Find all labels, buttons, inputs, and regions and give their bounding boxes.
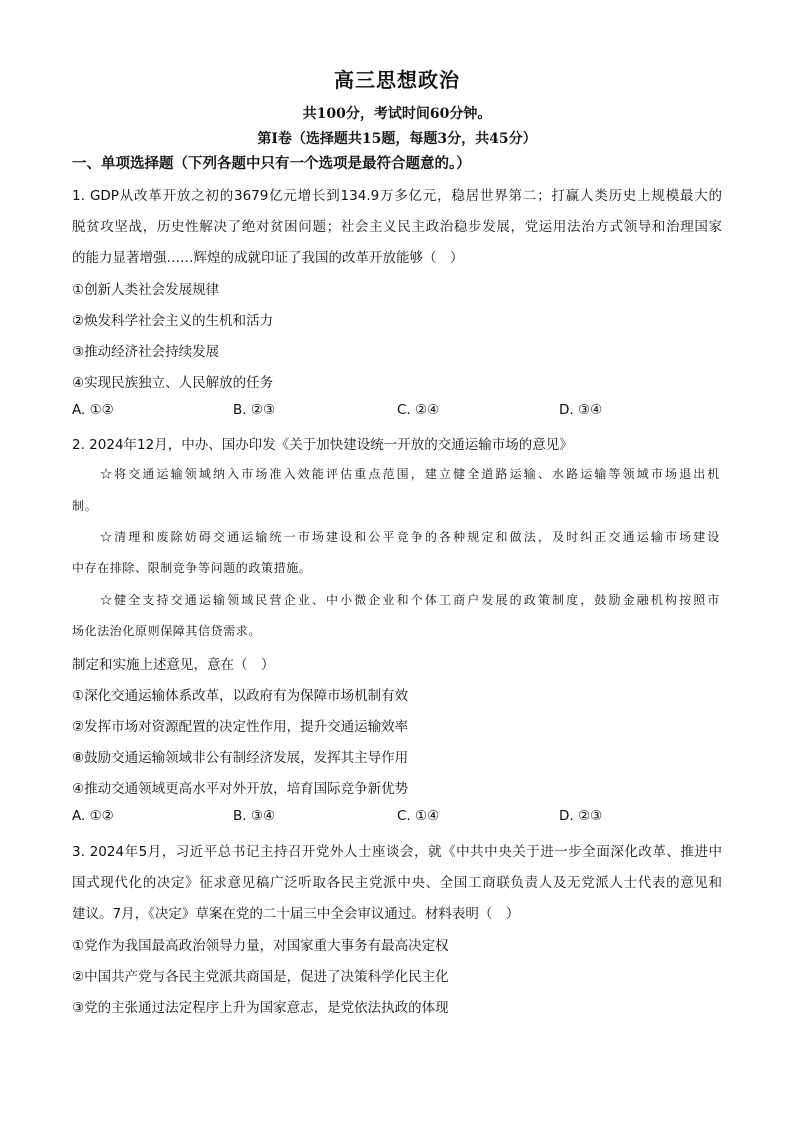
q1-stem-line: 脱贫攻坚战，历史性解决了绝对贫困问题；社会主义民主政治稳步发展，党运用法治方式领导和治理国家 (72, 219, 722, 235)
q1-options (72, 402, 722, 422)
volume-heading: 第Ⅰ卷（选择题共15题，每题3分，共45分） (257, 131, 537, 147)
q1-item: ②焕发科学社会主义的生机和活力 (72, 313, 274, 329)
q2-option-b[interactable]: B. ③④ (233, 808, 276, 824)
q3-item: ②中国共产党与各民主党派共商国是，促进了决策科学化民主化 (72, 969, 449, 985)
q1-item: ③推动经济社会持续发展 (72, 344, 220, 360)
q2-quote-line: 中存在排除、限制竞争等问题的政策措施。 (72, 561, 312, 575)
section-heading: 一、单项选择题（下列各题中只有一个选项是最符合题意的。） (72, 155, 471, 172)
exam-title: 高三思想政治 (334, 68, 460, 92)
score-time-line: 共100分，考试时间60分钟。 (302, 106, 492, 122)
q2-item: ①深化交通运输体系改革，以政府有为保障市场机制有效 (72, 688, 409, 704)
q2-options (72, 808, 722, 828)
q2-quote-line: ☆清理和废除妨碍交通运输统一市场建设和公平竞争的各种规定和做法，及时纠正交通运输市场建设 (100, 530, 720, 544)
q1-option-b[interactable]: B. ②③ (233, 402, 276, 418)
q2-item: ④推动交通领域更高水平对外开放，培育国际竞争新优势 (72, 781, 409, 797)
q3-stem-line: 建议。7月，《决定》草案在党的二十届三中全会审议通过。材料表明（ ） (72, 906, 520, 922)
q2-quote-line: ☆健全支持交通运输领域民营企业、中小微企业和个体工商户发展的政策制度，鼓励金融机构按照市 (100, 593, 720, 607)
q2-item: ②发挥市场对资源配置的决定性作用，提升交通运输效率 (72, 719, 409, 735)
q2-item: ⑧鼓励交通运输领域非公有制经济发展，发挥其主导作用 (72, 750, 409, 766)
q2-option-a[interactable]: A. ①② (72, 808, 114, 824)
q1-option-c[interactable]: C. ②④ (397, 402, 440, 418)
q2-intro: 2. 2024年12月，中办、国办印发《关于加快建设统一开放的交通运输市场的意见》 (72, 437, 573, 453)
q1-stem-line: 的能力显著增强……辉煌的成就印证了我国的改革开放能够（ ） (72, 250, 464, 266)
q3-stem-line: 国式现代化的决定》征求意见稿广泛听取各民主党派中央、全国工商联负责人及无党派人士代表的意见和 (72, 875, 722, 891)
q2-option-c[interactable]: C. ①④ (397, 808, 440, 824)
q2-stem: 制定和实施上述意见，意在（ ） (72, 657, 275, 673)
q2-option-d[interactable]: D. ②③ (559, 808, 603, 824)
q2-quote-line: ☆将交通运输领域纳入市场准入效能评估重点范围，建立健全道路运输、水路运输等领域市场退出机 (100, 467, 720, 481)
q1-stem-line: 1. GDP从改革开放之初的3679亿元增长到134.9万多亿元，稳居世界第二；打赢人类历史上规模最大的 (72, 188, 722, 204)
q1-option-a[interactable]: A. ①② (72, 402, 114, 418)
q1-item: ①创新人类社会发展规律 (72, 282, 220, 298)
q1-option-d[interactable]: D. ③④ (559, 402, 603, 418)
q3-item: ①党作为我国最高政治领导力量，对国家重大事务有最高决定权 (72, 938, 449, 954)
q3-item: ③党的主张通过法定程序上升为国家意志，是党依法执政的体现 (72, 1000, 449, 1016)
q3-stem-line: 3. 2024年5月，习近平总书记主持召开党外人士座谈会，就《中共中央关于进一步全面深化改革、推进中 (72, 844, 722, 860)
q2-quote-line: 场化法治化原则保障其信贷需求。 (72, 624, 262, 638)
q2-quote-line: 制。 (72, 499, 98, 513)
q1-item: ④实现民族独立、人民解放的任务 (72, 375, 274, 391)
